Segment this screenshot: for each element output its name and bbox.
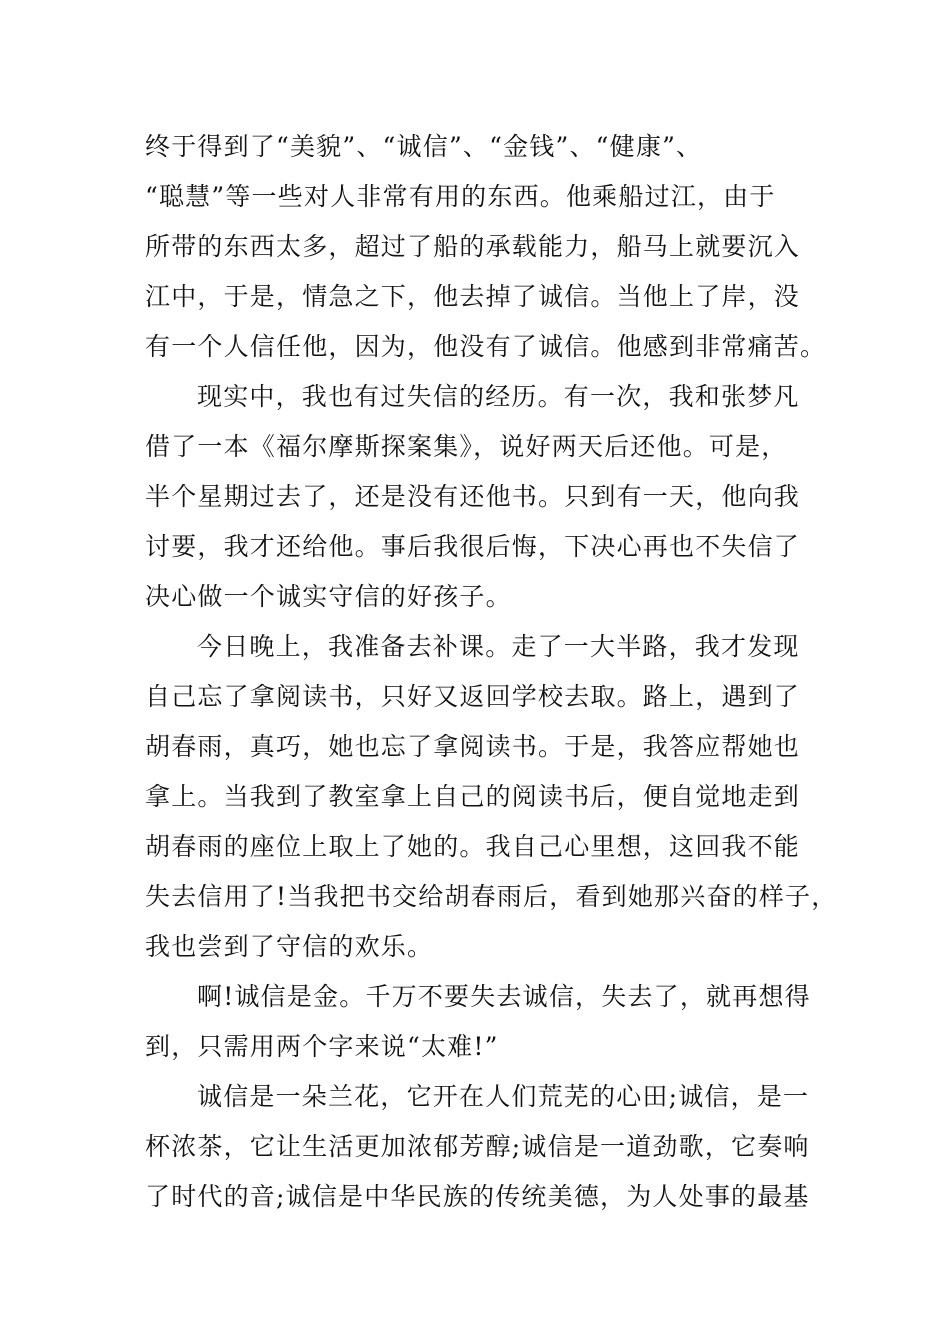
text-line: 杯浓茶，它让生活更加浓郁芳醇;诚信是一道劲歌，它奏响 <box>145 1132 810 1161</box>
text-line: 江中，于是，情急之下，他去掉了诚信。当他上了岸，没 <box>145 282 801 311</box>
paragraph-first-line: 今日晚上，我准备去补课。走了一大半路，我才发现 <box>197 632 800 661</box>
text-line: 有一个人信任他，因为，他没有了诚信。他感到非常痛苦。 <box>145 332 827 361</box>
text-line: 失去信用了!当我把书交给胡春雨后，看到她那兴奋的样子， <box>145 882 838 911</box>
text-line: 决心做一个诚实守信的好孩子。 <box>145 582 512 611</box>
text-line: 了时代的音;诚信是中华民族的传统美德，为人处事的最基 <box>145 1182 810 1211</box>
paragraph-first-line: 现实中，我也有过失信的经历。有一次，我和张梦凡 <box>197 382 800 411</box>
text-line: 借了一本《福尔摩斯探案集》，说好两天后还他。可是， <box>145 432 788 461</box>
text-line: 讨要，我才还给他。事后我很后悔，下决心再也不失信了 <box>145 532 801 561</box>
paragraph-first-line: 啊!诚信是金。千万不要失去诚信，失去了，就再想得 <box>197 982 811 1011</box>
document-page <box>145 122 838 1222</box>
text-line: 到，只需用两个字来说“太难!” <box>145 1032 499 1061</box>
text-line: 我也尝到了守信的欢乐。 <box>145 932 434 961</box>
text-line: 胡春雨，真巧，她也忘了拿阅读书。于是，我答应帮她也 <box>145 732 801 761</box>
text-line: 自己忘了拿阅读书，只好又返回学校去取。路上，遇到了 <box>145 682 801 711</box>
paragraph-first-line: 诚信是一朵兰花，它开在人们荒芜的心田;诚信，是一 <box>197 1082 810 1111</box>
text-line: 胡春雨的座位上取上了她的。我自己心里想，这回我不能 <box>145 832 801 861</box>
text-line: “聪慧”等一些对人非常有用的东西。他乘船过江，由于 <box>145 182 776 211</box>
text-line: 半个星期过去了，还是没有还他书。只到有一天，他向我 <box>145 482 801 511</box>
text-line: 拿上。当我到了教室拿上自己的阅读书后，便自觉地走到 <box>145 782 801 811</box>
text-line: 终于得到了“美貌”、“诚信”、“金钱”、“健康”、 <box>145 132 703 161</box>
text-line: 所带的东西太多，超过了船的承载能力，船马上就要沉入 <box>145 232 801 261</box>
